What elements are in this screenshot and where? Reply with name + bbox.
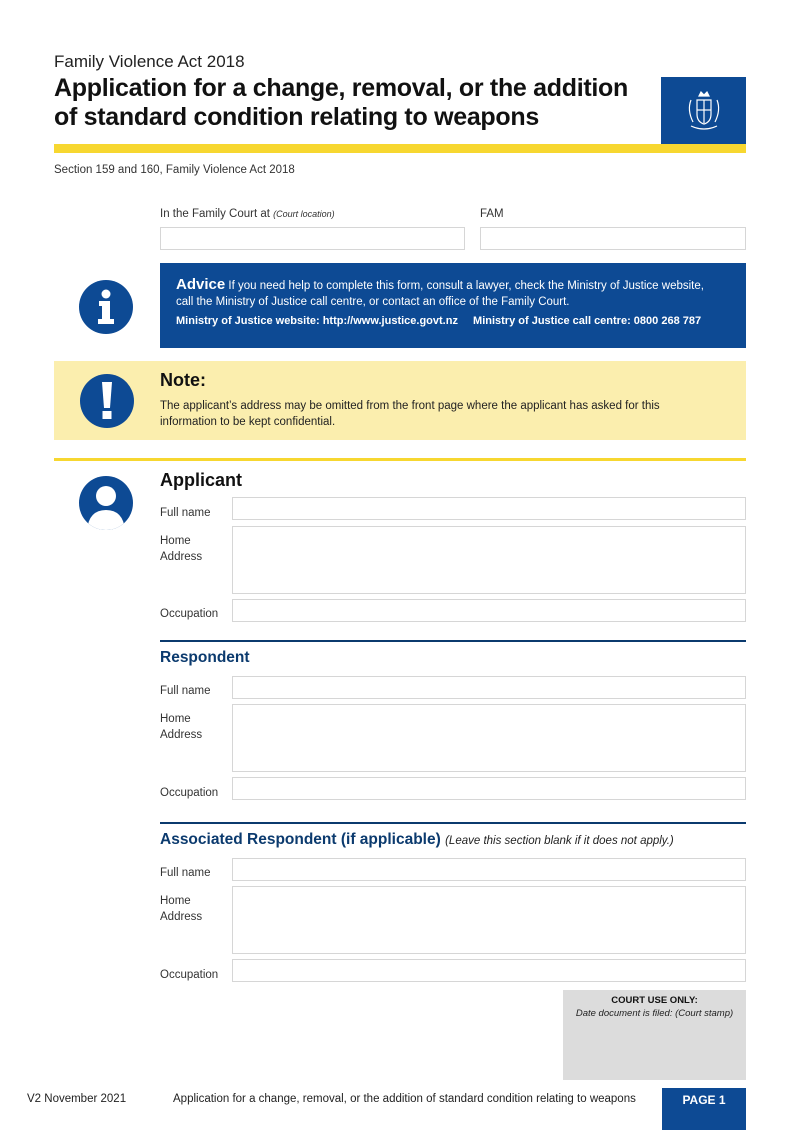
associated-respondent-occupation-label: Occupation xyxy=(160,969,219,981)
person-icon xyxy=(79,476,133,530)
respondent-full-name-label: Full name xyxy=(160,685,211,697)
header-accent-bar xyxy=(54,144,746,153)
associated-respondent-divider xyxy=(160,822,746,824)
applicant-home-address-label: Home Address xyxy=(160,535,203,563)
note-text: The applicant’s address may be omitted from the front page where the applicant has asked for this information to be kept confidential. xyxy=(160,400,660,428)
applicant-home-address-input[interactable] xyxy=(232,526,746,594)
applicant-full-name-input[interactable] xyxy=(232,497,746,520)
associated-respondent-full-name-label: Full name xyxy=(160,867,211,879)
applicant-full-name-label: Full name xyxy=(160,507,211,519)
court-location-hint: (Court location) xyxy=(273,209,335,219)
court-location-input[interactable] xyxy=(160,227,465,250)
respondent-home-address-label: Home Address xyxy=(160,713,203,741)
moj-website-link[interactable]: Ministry of Justice website: http://www.justice.govt.nz xyxy=(176,315,458,327)
respondent-home-address-input[interactable] xyxy=(232,704,746,772)
associated-respondent-home-address-input[interactable] xyxy=(232,886,746,954)
act-name: Family Violence Act 2018 xyxy=(54,52,245,71)
associated-respondent-full-name-input[interactable] xyxy=(232,858,746,881)
fam-label: FAM xyxy=(480,208,504,220)
respondent-occupation-label: Occupation xyxy=(160,787,219,799)
page-number: PAGE 1 xyxy=(662,1088,746,1130)
associated-respondent-occupation-input[interactable] xyxy=(232,959,746,982)
note-heading: Note: xyxy=(160,370,206,390)
respondent-occupation-input[interactable] xyxy=(232,777,746,800)
associated-respondent-hint: (Leave this section blank if it does not apply.) xyxy=(445,835,674,847)
page-title xyxy=(54,74,654,132)
exclamation-icon xyxy=(80,374,134,428)
fam-number-input[interactable] xyxy=(480,227,746,250)
advice-box: Advice If you need help to complete this form, consult a lawyer, check the Ministry of Justice website, call the Ministry of Justice call centre, or contact an office of the Family Court. Ministry of Justice website: http://www.justice.govt.nz Ministry of Justice call centre: 0800 268 787 xyxy=(160,263,746,348)
associated-respondent-home-address-label: Home Address xyxy=(160,895,203,923)
respondent-divider xyxy=(160,640,746,642)
title-line-1: Application for a change, removal, or the addition xyxy=(54,74,628,102)
advice-heading: Advice xyxy=(176,276,226,293)
applicant-occupation-input[interactable] xyxy=(232,599,746,622)
court-use-only-box: COURT USE ONLY: Date document is filed: (Court stamp) xyxy=(563,990,746,1080)
respondent-heading: Respondent xyxy=(160,649,250,666)
applicant-occupation-label: Occupation xyxy=(160,608,219,620)
footer-version: V2 November 2021 xyxy=(27,1093,127,1105)
footer-title: Application for a change, removal, or the addition of standard condition relating to weapons xyxy=(173,1093,636,1105)
moj-call-centre: Ministry of Justice call centre: 0800 268 787 xyxy=(473,315,702,327)
applicant-heading: Applicant xyxy=(160,470,243,490)
title-line-2: of standard condition relating to weapons xyxy=(54,103,539,131)
nz-coat-of-arms-icon xyxy=(661,77,746,144)
respondent-full-name-input[interactable] xyxy=(232,676,746,699)
section-reference: Section 159 and 160, Family Violence Act 2018 xyxy=(54,164,295,176)
court-location-label: In the Family Court at (Court location) xyxy=(160,208,335,220)
associated-respondent-heading: Associated Respondent (if applicable) (Leave this section blank if it does not apply.) xyxy=(160,831,674,848)
section-divider xyxy=(54,458,746,461)
info-icon xyxy=(79,280,133,334)
